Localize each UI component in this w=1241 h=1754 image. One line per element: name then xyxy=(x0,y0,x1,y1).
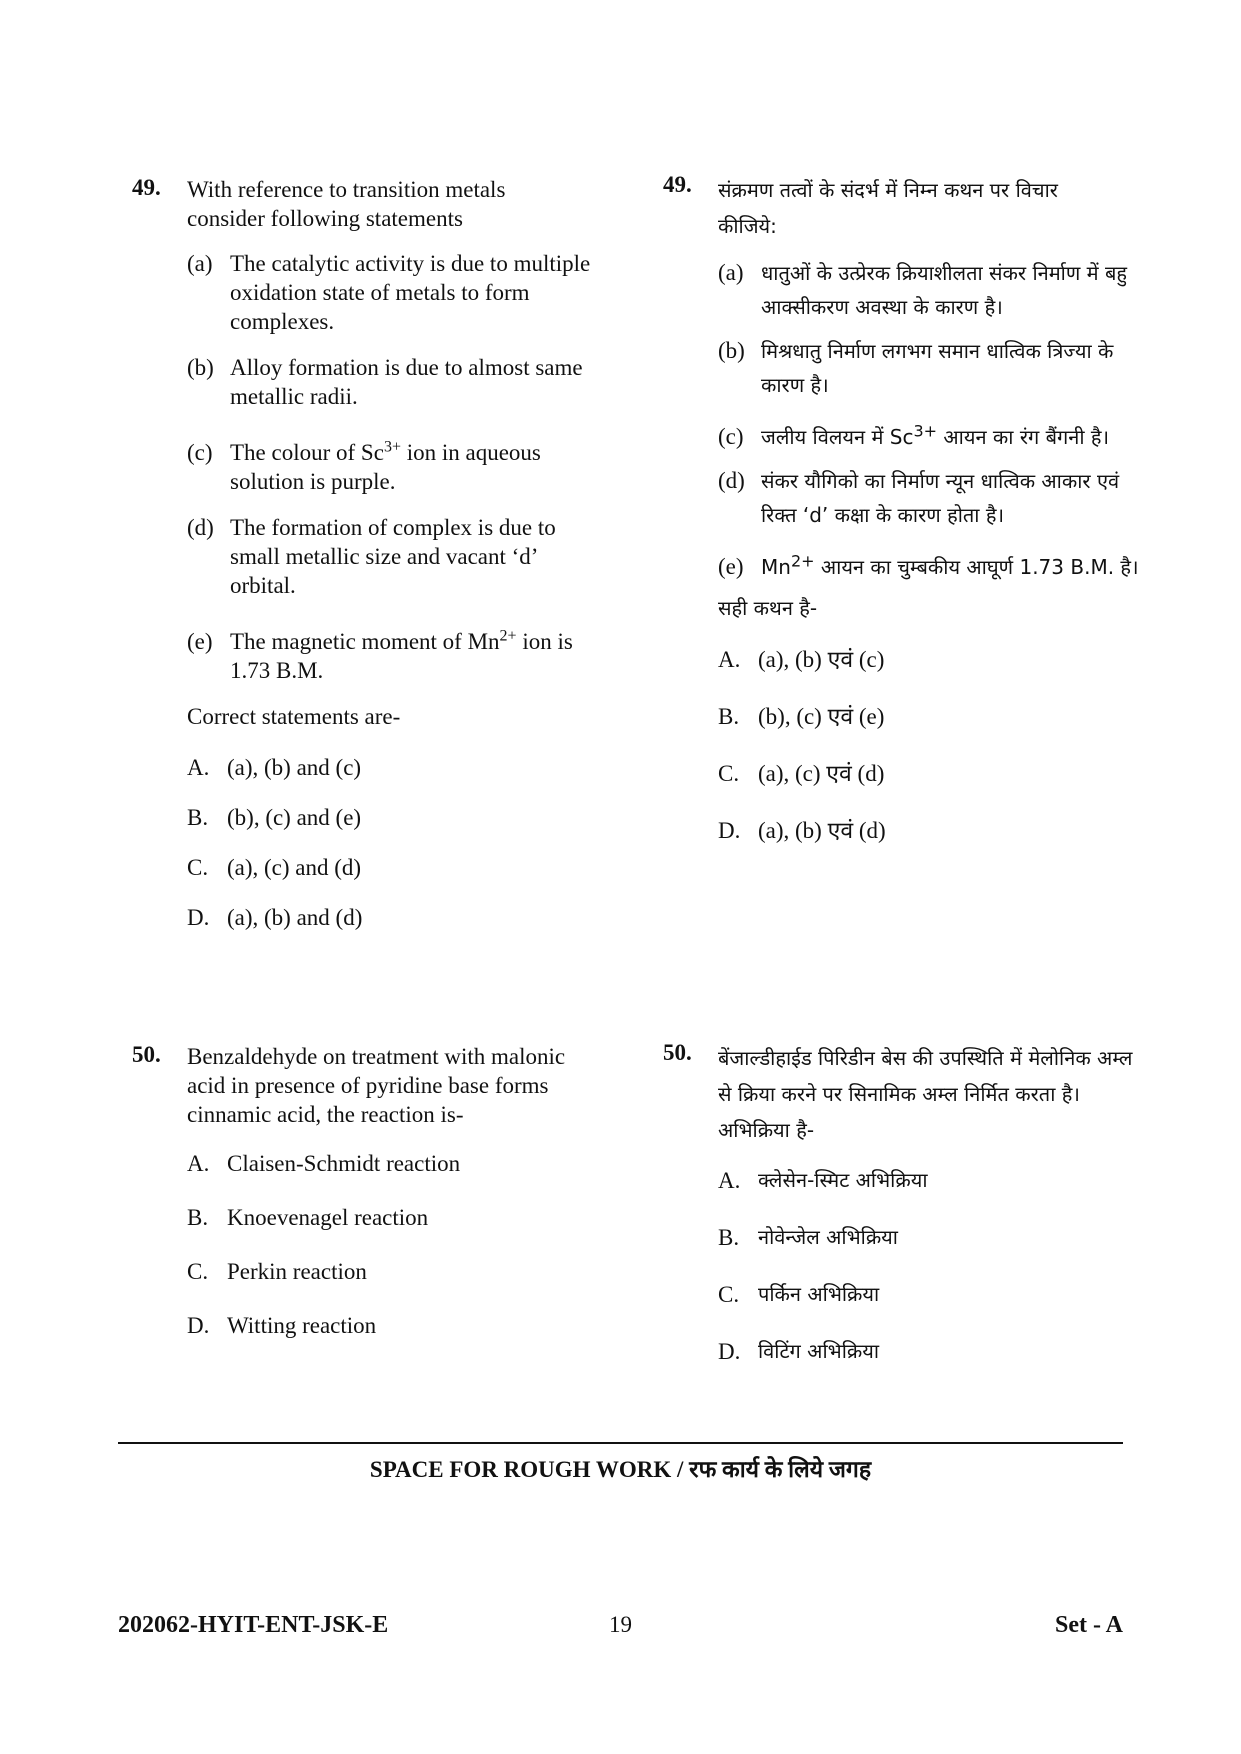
statement-list xyxy=(718,256,1143,584)
options-list xyxy=(718,1166,1143,1366)
option-c: C. (a), (c) एवं (d) xyxy=(718,761,885,786)
statement-list xyxy=(187,249,602,685)
statement-b: (b) Alloy formation is due to almost same metallic radii. xyxy=(187,355,583,409)
question-stem: With reference to transition metals consider following statements xyxy=(187,177,506,231)
statement-c: (c) जलीय विलयन में $Sc^{3+}$ आयन का रंग बैंगनी है। xyxy=(718,421,1110,449)
question-stem: बेंजाल्डीहाईड पिरिडीन बेस की उपस्थिति में मेलोनिक अम्ल से क्रिया करने पर सिनामिक अम्ल निर्मित करता है। अभिक्रिया है- xyxy=(718,1046,1133,1142)
option-b: B. (b), (c) and (e) xyxy=(187,805,362,830)
statement-e: (e) $Mn^{2+}$ आयन का चुम्बकीय आघूर्ण 1.73 B.M. है। xyxy=(718,551,1139,579)
option-a: A. Claisen-Schmidt reaction xyxy=(187,1151,461,1176)
options-list xyxy=(187,753,602,932)
option-c: C. पर्किन अभिक्रिया xyxy=(718,1282,880,1307)
options-list xyxy=(718,645,1143,845)
q50-english xyxy=(132,1042,602,1340)
paper-code: 202062-HYIT-ENT-JSK-E xyxy=(118,1612,389,1638)
question-number: 50. xyxy=(132,1042,161,1067)
option-d: D. (a), (b) एवं (d) xyxy=(718,818,886,843)
question-stem: Benzaldehyde on treatment with malonic acid in presence of pyridine base forms cinnamic acid, the reaction is- xyxy=(187,1044,566,1127)
statement-b: (b) मिश्रधातु निर्माण लगभग समान धात्विक त्रिज्या के कारण है। xyxy=(718,338,1114,397)
option-b: B. नोवेन्जेल अभिक्रिया xyxy=(718,1225,898,1250)
statement-e: (e) The magnetic moment of $Mn^{2+}$ ion is 1.73 B.M. xyxy=(187,627,573,683)
option-b: B. Knoevenagel reaction xyxy=(187,1205,429,1230)
option-d: D. (a), (b) and (d) xyxy=(187,905,363,930)
question-prompt: Correct statements are- xyxy=(187,704,401,729)
statement-a: (a) The catalytic activity is due to multiple oxidation state of metals to form complexes. xyxy=(187,251,591,334)
option-a: A. (a), (b) एवं (c) xyxy=(718,647,885,672)
page-number: 19 xyxy=(609,1612,632,1637)
question-prompt: सही कथन है- xyxy=(718,596,818,620)
question-stem: संक्रमण तत्वों के संदर्भ में निम्न कथन पर विचार कीजिये: xyxy=(718,178,1058,238)
options-list xyxy=(187,1149,602,1340)
divider-line xyxy=(118,1442,1123,1444)
option-b: B. (b), (c) एवं (e) xyxy=(718,704,885,729)
statement-d: (d) The formation of complex is due to small metallic size and vacant ‘d’ orbital. xyxy=(187,515,556,598)
option-a: A. (a), (b) and (c) xyxy=(187,755,362,780)
option-a: A. क्लेसेन-स्मिट अभिक्रिया xyxy=(718,1168,928,1193)
option-d: D. विटिंग अभिक्रिया xyxy=(718,1339,880,1364)
question-number: 50. xyxy=(663,1040,692,1065)
set-label: Set - A xyxy=(1055,1612,1123,1638)
statement-a: (a) धातुओं के उत्प्रेरक क्रियाशीलता संकर निर्माण में बहु आक्सीकरण अवस्था के कारण है। xyxy=(718,260,1128,319)
q49-english xyxy=(132,175,602,932)
question-number: 49. xyxy=(663,172,692,197)
rough-work-heading: SPACE FOR ROUGH WORK / रफ कार्य के लिये जगह xyxy=(369,1457,872,1482)
q50-hindi xyxy=(663,1040,1143,1366)
q49-hindi xyxy=(663,172,1143,845)
statement-c: (c) The colour of $Sc^{3+}$ ion in aqueous solution is purple. xyxy=(187,438,541,494)
question-number: 49. xyxy=(132,175,161,200)
option-c: C. (a), (c) and (d) xyxy=(187,855,362,880)
option-c: C. Perkin reaction xyxy=(187,1259,367,1284)
statement-d: (d) संकर यौगिको का निर्माण न्यून धात्विक आकार एवं रिक्त ‘d’ कक्षा के कारण होता है। xyxy=(718,468,1120,527)
option-d: D. Witting reaction xyxy=(187,1313,377,1338)
